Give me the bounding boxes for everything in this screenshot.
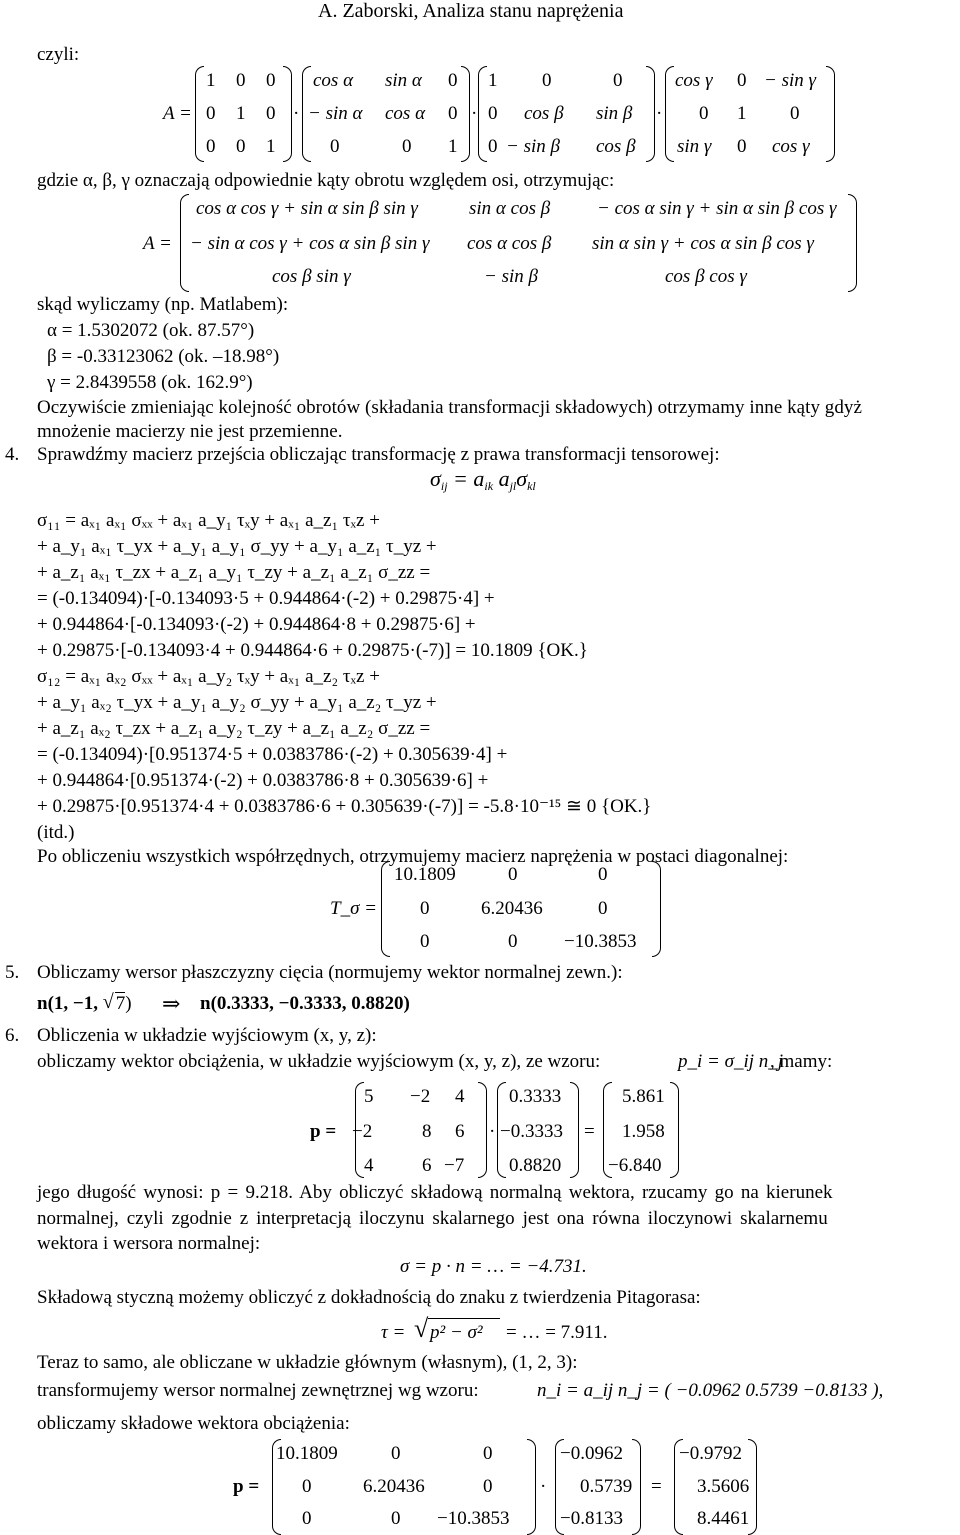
matrix-bracket xyxy=(826,66,835,162)
matrix-bracket xyxy=(195,66,204,162)
calc-line: + a_z₁ aₓ₂ τ_zx + a_z₁ a_y₂ τ_zy + a_z₁ a_z₂ σ_zz = xyxy=(37,718,431,739)
close-paren: ) xyxy=(125,993,132,1014)
matrix-cell: cos β sin γ xyxy=(272,266,351,287)
equation-lhs: A = xyxy=(143,233,172,254)
equation-lhs: p = xyxy=(310,1121,337,1142)
matrix-cell: − sin γ xyxy=(764,70,816,91)
matrix-cell: 0 xyxy=(483,1476,493,1497)
matrix-cell: cos γ xyxy=(675,70,713,91)
section-6-number: 6. xyxy=(5,1025,20,1046)
calc-line: + 0.944864·[-0.134093·(-2) + 0.944864·8 + 0.29875·6] + xyxy=(37,614,476,635)
calc-line: σ₁₂ = aₓ₁ aₓ₂ σₓₓ + aₓ₁ a_y₂ τₓy + aₓ₁ a_z₂ τₓz + xyxy=(37,666,380,687)
vector-bracket xyxy=(748,1439,757,1535)
matrix-cell: 0 xyxy=(330,136,340,157)
matrix-cell: 0 xyxy=(699,103,709,124)
matrix-bracket xyxy=(381,861,390,957)
matrix-cell: 1 xyxy=(488,70,498,91)
normal-vector-raw: n(1, −1, xyxy=(37,993,103,1014)
matrix-cell: 0 xyxy=(483,1443,493,1464)
matrix-cell: 0 xyxy=(391,1508,401,1529)
matrix-cell: − sin α xyxy=(308,103,363,124)
calc-line: σ₁₁ = aₓ₁ aₓ₁ σₓₓ + aₓ₁ a_y₁ τₓy + aₓ₁ a_z₁ τₓz + xyxy=(37,510,380,531)
matrix-cell: 6.20436 xyxy=(363,1476,425,1497)
matrix-cell: 1 xyxy=(266,136,276,157)
section-5-text: Obliczamy wersor płaszczyzny cięcia (normujemy wektor normalnej zewn.): xyxy=(37,962,623,983)
matrix-cell: 0 xyxy=(542,70,552,91)
matrix-cell: 10.1809 xyxy=(394,864,456,885)
section-5-number: 5. xyxy=(5,962,20,983)
gamma-value: γ = 2.8439558 (ok. 162.9°) xyxy=(47,372,253,393)
matrix-cell: − cos α sin γ + sin α sin β cos γ xyxy=(597,198,837,219)
matrix-cell: 10.1809 xyxy=(276,1443,338,1464)
matrix-cell: 1 xyxy=(737,103,747,124)
equation-lhs: A = xyxy=(163,103,192,124)
matrix-cell: 0 xyxy=(302,1508,312,1529)
calc-line: + a_z₁ aₓ₁ τ_zx + a_z₁ a_y₁ τ_zy + a_z₁ a_z₁ σ_zz = xyxy=(37,562,431,583)
matrix-cell: 0 xyxy=(420,898,430,919)
page-header: A. Zaborski, Analiza stanu naprężenia xyxy=(318,0,624,22)
matrix-cell: 6 xyxy=(455,1121,465,1142)
matrix-cell: − sin α cos γ + cos α sin β sin γ xyxy=(190,233,430,254)
matrix-cell: 0 xyxy=(266,70,276,91)
matrix-cell: −2 xyxy=(352,1121,373,1142)
matrix-cell: 0 xyxy=(508,864,518,885)
vector-cell: −0.9792 xyxy=(679,1443,742,1464)
dot-operator: · xyxy=(656,103,663,124)
matrix-bracket xyxy=(527,1439,536,1535)
matrix-cell: cos β xyxy=(524,103,564,124)
matrix-cell: 0 xyxy=(206,103,216,124)
matrix-cell: 0 xyxy=(402,136,412,157)
calc-line: + 0.29875·[0.951374·4 + 0.0383786·6 + 0.305639·(-7)] = -5.8·10⁻¹⁵ ≅ 0 {OK.} xyxy=(37,796,652,817)
matrix-cell: cos α xyxy=(385,103,426,124)
matrix-cell: 4 xyxy=(455,1086,465,1107)
matrix-bracket xyxy=(180,194,189,292)
wektor-obciazenia-text: obliczamy wektor obciążenia, w układzie wyjściowym (x, y, z), ze wzoru: xyxy=(37,1051,601,1072)
matrix-cell: 0 xyxy=(488,103,498,124)
sqrt-radicand: 7 xyxy=(115,993,126,1014)
matrix-cell: 0 xyxy=(236,136,246,157)
tau-rhs: = … = 7.911. xyxy=(506,1322,608,1343)
matrix-cell: 0 xyxy=(302,1476,312,1497)
oczywiscie-line-1: Oczywiście zmieniając kolejność obrotów (składania transformacji składowych) otrzymamy inne kąty gdyż xyxy=(37,397,862,418)
matrix-cell: 0 xyxy=(737,136,747,157)
matrix-cell: cos α xyxy=(313,70,354,91)
dot-operator: · xyxy=(540,1476,547,1497)
matrix-bracket xyxy=(478,1082,487,1178)
matrix-cell: 0 xyxy=(206,136,216,157)
vector-cell: 5.861 xyxy=(622,1086,665,1107)
sqrt-seven: √ 7 xyxy=(102,991,126,1014)
matrix-cell: −10.3853 xyxy=(437,1508,510,1529)
matrix-cell: − sin β xyxy=(506,136,560,157)
matrix-cell: 0 xyxy=(448,103,458,124)
obliczamy-skladowe-text: obliczamy składowe wektora obciążenia: xyxy=(37,1413,350,1434)
equals-sign: = xyxy=(584,1121,595,1142)
sqrt-sign-icon: √ xyxy=(414,1314,429,1343)
matrix-cell: 0 xyxy=(508,931,518,952)
alpha-value: α = 1.5302072 (ok. 87.57°) xyxy=(47,320,255,341)
tau-radicand: p² − σ² xyxy=(430,1322,483,1343)
matrix-cell: 0 xyxy=(391,1443,401,1464)
matrix-cell: −2 xyxy=(410,1086,431,1107)
gdzie-paragraph: gdzie α, β, γ oznaczają odpowiednie kąty obrotu względem osi, otrzymując: xyxy=(37,170,615,191)
calc-line: = (-0.134094)·[-0.134093·5 + 0.944864·(-2) + 0.29875·4] + xyxy=(37,588,495,609)
mamy-text: , mamy: xyxy=(770,1051,833,1072)
matrix-cell: 8 xyxy=(422,1121,432,1142)
equation-lhs: T_σ = xyxy=(330,898,378,919)
matrix-cell: 0 xyxy=(598,864,608,885)
matrix-cell: 0 xyxy=(448,70,458,91)
dot-operator: · xyxy=(471,103,478,124)
matrix-cell: cos α cos γ + sin α sin β sin γ xyxy=(196,198,418,219)
vector-cell: 8.4461 xyxy=(697,1508,750,1529)
skladowa-styczna-text: Składową styczną możemy obliczyć z dokładnością do znaku z twierdzenia Pitagorasa: xyxy=(37,1287,701,1308)
matrix-cell: 0 xyxy=(236,70,246,91)
teraz-text: Teraz to samo, ale obliczane w układzie głównym (własnym), (1, 2, 3): xyxy=(37,1352,578,1373)
matrix-cell: cos β cos γ xyxy=(665,266,747,287)
calc-line: + 0.29875·[-0.134093·4 + 0.944864·6 + 0.29875·(-7)] = 10.1809 {OK.} xyxy=(37,640,588,661)
section-6-text: Obliczenia w układzie wyjściowym (x, y, z): xyxy=(37,1025,377,1046)
vector-cell: −0.3333 xyxy=(500,1121,563,1142)
vector-cell: 0.5739 xyxy=(580,1476,633,1497)
beta-value: β = -0.33123062 (ok. –18.98°) xyxy=(47,346,280,367)
matrix-cell: 0 xyxy=(598,898,608,919)
matrix-bracket xyxy=(848,194,857,292)
vector-cell: 1.958 xyxy=(622,1121,665,1142)
section-4-text: Sprawdźmy macierz przejścia obliczając transformację z prawa transformacji tensorowej: xyxy=(37,444,720,465)
matrix-cell: 0 xyxy=(737,70,747,91)
equals-sign: = xyxy=(651,1476,662,1497)
matrix-cell: 1 xyxy=(206,70,216,91)
matrix-cell: 0 xyxy=(613,70,623,91)
vector-cell: 0.3333 xyxy=(509,1086,562,1107)
vector-cell: 0.8820 xyxy=(509,1155,562,1176)
dot-operator: · xyxy=(489,1121,496,1142)
matrix-cell: 0 xyxy=(420,931,430,952)
vector-cell: −0.8133 xyxy=(560,1508,623,1529)
matrix-cell: 6 xyxy=(422,1155,432,1176)
matrix-bracket xyxy=(461,66,470,162)
vector-cell: −0.0962 xyxy=(560,1443,623,1464)
dlugosc-line-1: jego długość wynosi: p = 9.218. Aby obliczyć składową normalną wektora, rzucamy go na kierunek xyxy=(37,1182,833,1203)
matrix-cell: 0 xyxy=(488,136,498,157)
matrix-cell: sin α xyxy=(385,70,422,91)
matrix-cell: sin γ xyxy=(677,136,712,157)
matrix-cell: − sin β xyxy=(484,266,538,287)
matrix-cell: 6.20436 xyxy=(481,898,543,919)
matrix-bracket xyxy=(665,66,674,162)
matrix-cell: −7 xyxy=(444,1155,465,1176)
equation-lhs: p = xyxy=(233,1476,260,1497)
itd-label: (itd.) xyxy=(37,822,75,843)
tensor-law-formula: $\sigma_{ij} = a_{ik}$ $a_{jl}\sigma_{kl}$ xyxy=(430,466,536,493)
matrix-cell: 0 xyxy=(266,103,276,124)
matrix-bracket xyxy=(478,66,487,162)
matrix-cell: −10.3853 xyxy=(564,931,637,952)
matrix-cell: sin β xyxy=(596,103,633,124)
calc-line: + a_y₁ aₓ₁ τ_yx + a_y₁ a_y₁ σ_yy + a_y₁ a_z₁ τ_yz + xyxy=(37,536,437,557)
matrix-cell: cos β xyxy=(596,136,636,157)
vector-bracket xyxy=(570,1082,579,1178)
ni-formula: n_i = a_ij n_j = ( −0.0962 0.5739 −0.8133 ), xyxy=(537,1380,884,1401)
vector-cell: −6.840 xyxy=(608,1155,662,1176)
tau-lhs: τ = xyxy=(381,1322,406,1343)
czyli-label: czyli: xyxy=(37,44,80,65)
vector-bracket xyxy=(632,1439,641,1535)
po-obliczeniu-paragraph: Po obliczeniu wszystkich współrzędnych, otrzymujemy macierz naprężenia w postaci diagonalnej: xyxy=(37,846,789,867)
sqrt-vinculum xyxy=(428,1318,500,1319)
matrix-cell: 0 xyxy=(790,103,800,124)
section-4-number: 4. xyxy=(5,444,20,465)
matrix-cell: 5 xyxy=(364,1086,374,1107)
oczywiscie-line-2: mnożenie macierzy nie jest przemienne. xyxy=(37,421,343,442)
matrix-cell: sin α cos β xyxy=(469,198,551,219)
calc-line: + a_y₁ aₓ₂ τ_yx + a_y₁ a_y₂ σ_yy + a_y₁ a_z₂ τ_yz + xyxy=(37,692,437,713)
matrix-bracket xyxy=(652,861,661,957)
matrix-cell: cos α cos β xyxy=(467,233,552,254)
skad-paragraph: skąd wyliczamy (np. Matlabem): xyxy=(37,294,289,315)
dlugosc-line-3: wektora i wersora normalnej: xyxy=(37,1233,261,1254)
calc-line: = (-0.134094)·[0.951374·5 + 0.0383786·(-2) + 0.305639·4] + xyxy=(37,744,508,765)
normal-unit-vector: n(0.3333, −0.3333, 0.8820) xyxy=(200,993,410,1014)
sigma-normal-equation: σ = p · n = … = −4.731. xyxy=(400,1256,587,1277)
implies-arrow: ⇒ xyxy=(162,991,181,1016)
calc-line: + 0.944864·[0.951374·(-2) + 0.0383786·8 + 0.305639·6] + xyxy=(37,770,489,791)
dlugosc-line-2: normalnej, czyli zgodnie z interpretacją iloczynu skalarnego jest ona równa iloczynowi skalarnemu xyxy=(37,1208,828,1229)
vector-bracket xyxy=(670,1082,679,1178)
normal-vector-line xyxy=(37,993,132,1015)
matrix-cell: 4 xyxy=(364,1155,374,1176)
matrix-cell: 1 xyxy=(448,136,458,157)
vector-cell: 3.5606 xyxy=(697,1476,750,1497)
dot-operator: · xyxy=(293,103,300,124)
pi-formula: p_i = σ_ij n_j xyxy=(678,1051,784,1072)
transformujemy-text: transformujemy wersor normalnej zewnętrznej wg wzoru: xyxy=(37,1380,479,1401)
matrix-bracket xyxy=(646,66,655,162)
matrix-bracket xyxy=(283,66,292,162)
matrix-cell: 1 xyxy=(236,103,246,124)
matrix-cell: sin α sin γ + cos α sin β cos γ xyxy=(592,233,814,254)
matrix-cell: cos γ xyxy=(772,136,810,157)
